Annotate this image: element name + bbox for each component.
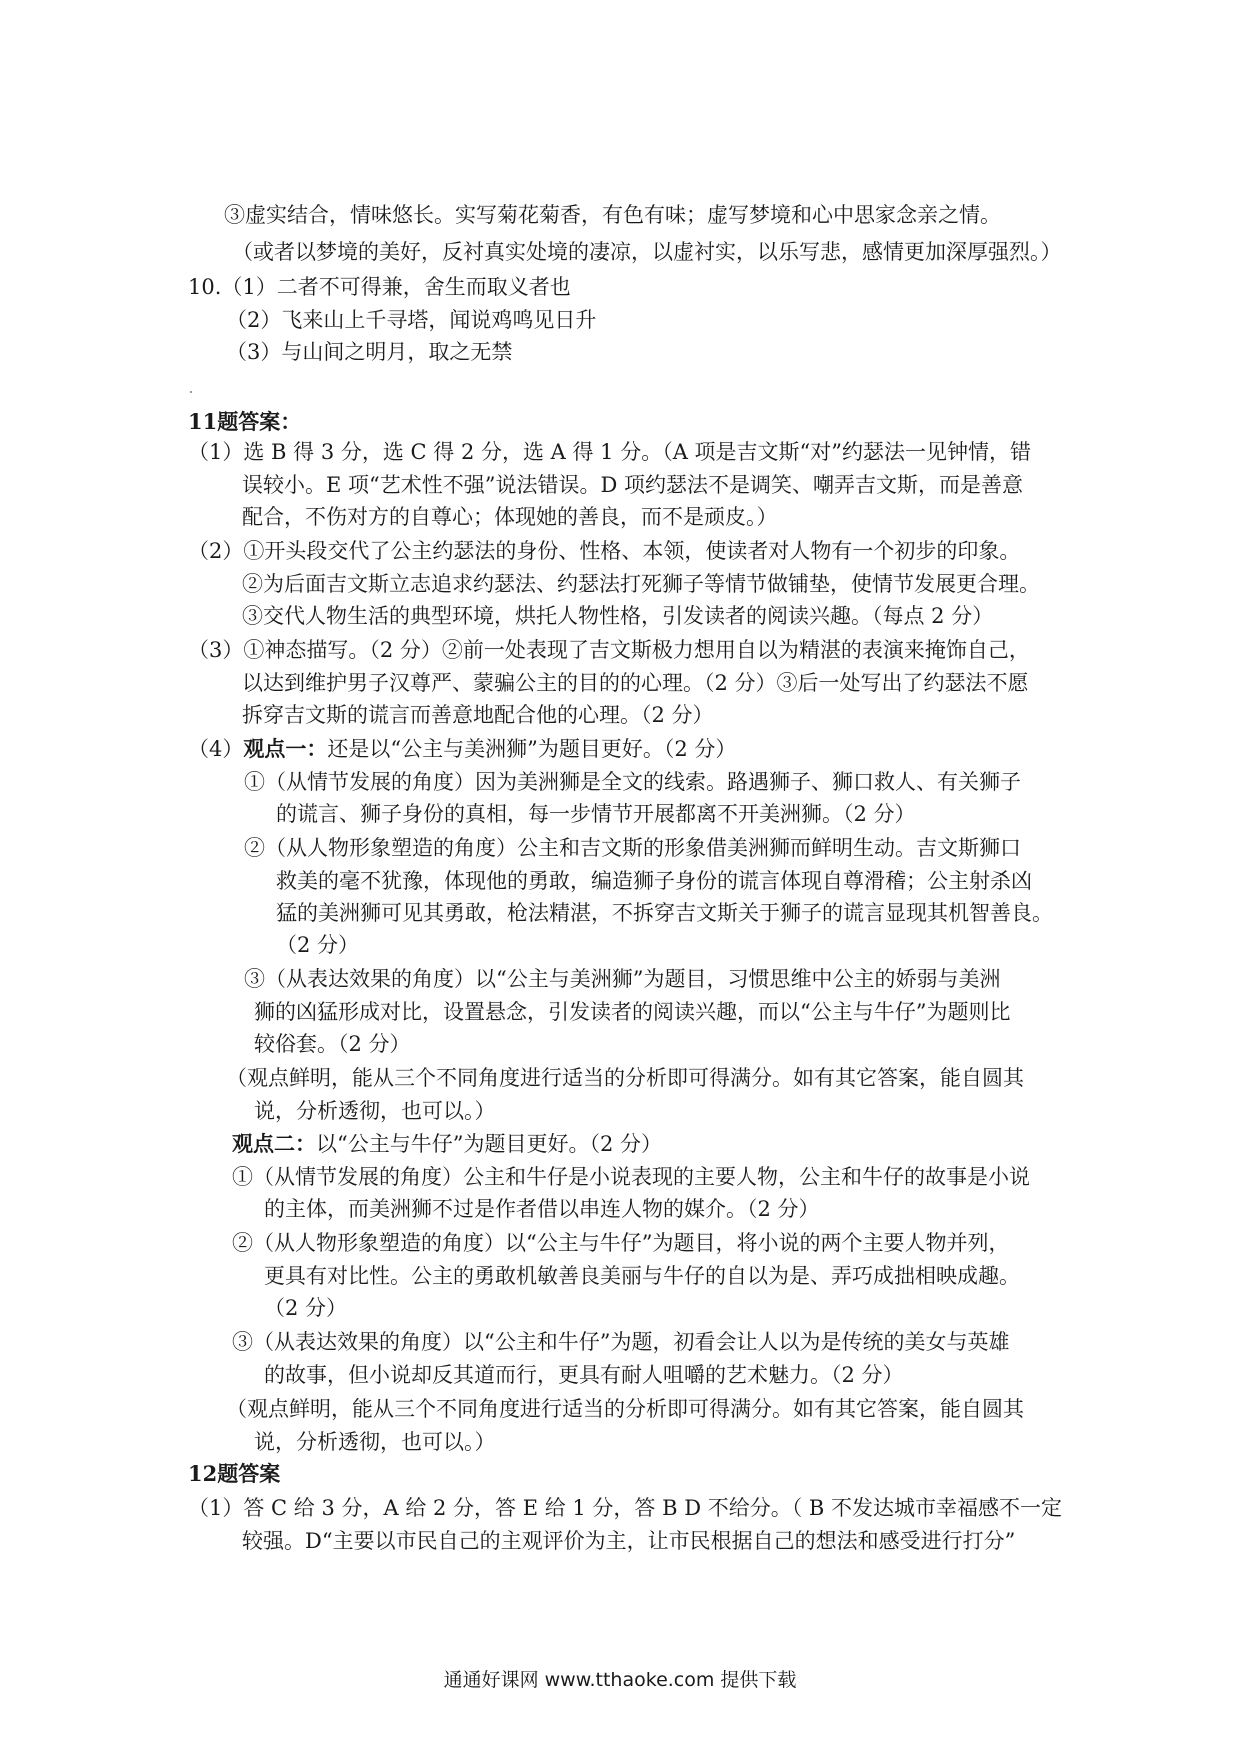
- view2-text: 以“公主与牛仔”为题目更好。（2 分）: [316, 1132, 663, 1156]
- q11-p3-line3: 拆穿吉文斯的谎言而善意地配合他的心理。（2 分）: [242, 703, 714, 727]
- q10-line1: 10.（1）二者不可得兼，舍生而取义者也: [188, 275, 571, 299]
- view1-item1-line1: ①（从情节发展的角度）因为美洲狮是全文的线索。路遇狮子、狮口救人、有关狮子: [244, 770, 1021, 794]
- q12-p1-line2: 较强。D“主要以市民自己的主观评价为主，让市民根据自己的想法和感受进行打分”: [242, 1529, 1016, 1553]
- q11-p2-line2: ②为后面吉文斯立志追求约瑟法、约瑟法打死狮子等情节做铺垫，使情节发展更合理。: [242, 572, 1040, 596]
- view2-item2-line3: （2 分）: [264, 1296, 348, 1320]
- view1-item1-line2: 的谎言、狮子身份的真相，每一步情节开展都离不开美洲狮。（2 分）: [276, 802, 916, 826]
- note-line2: 说，分析透彻，也可以。）: [254, 1099, 496, 1123]
- view1-text: 还是以“公主与美洲狮”为题目更好。（2 分）: [327, 737, 737, 761]
- q11-p4-view1: [188, 734, 736, 764]
- page-footer: 通通好课网 www.tthaoke.com 提供下载: [443, 1669, 797, 1691]
- view2-item3-line2: 的故事，但小说却反其道而行，更具有耐人咀嚼的艺术魅力。（2 分）: [264, 1363, 904, 1387]
- q9-point3: ③虚实结合，情味悠长。实写菊花菊香，有色有味；虚写梦境和心中思家念亲之情。: [224, 203, 1001, 227]
- note2-line2: 说，分析透彻，也可以。）: [254, 1430, 496, 1454]
- view1-label: 观点一：: [243, 736, 328, 761]
- view1-item2-line3: 猛的美洲狮可见其勇敢，枪法精湛，不拆穿吉文斯关于狮子的谎言显现其机智善良。: [276, 901, 1053, 925]
- q11-view2: [232, 1129, 662, 1159]
- q11-p3-line2: 以达到维护男子汉尊严、蒙骗公主的目的的心理。（2 分）③后一处写出了约瑟法不愿: [242, 671, 1029, 695]
- q11-p4-prefix: （4）: [188, 737, 244, 761]
- q11-p1-line3: 配合，不伤对方的自尊心；体现她的善良，而不是顽皮。）: [242, 505, 778, 529]
- q11-p2-line1: （2）①开头段交代了公主约瑟法的身份、性格、本领，使读者对人物有一个初步的印象。: [188, 539, 1021, 563]
- stray-dot: [190, 391, 192, 393]
- view1-item3-line1: ③（从表达效果的角度）以“公主与美洲狮”为题目，习惯思维中公主的娇弱与美洲: [244, 967, 1001, 991]
- view2-item1-line1: ①（从情节发展的角度）公主和牛仔是小说表现的主要人物，公主和牛仔的故事是小说: [232, 1165, 1030, 1189]
- q11-heading: 11题答案：: [188, 409, 302, 434]
- q10-line2: （2）飞来山上千寻塔，闻说鸡鸣见日升: [226, 308, 597, 332]
- q12-heading: 12题答案: [188, 1461, 281, 1486]
- q12-p1-line1: （1）答 C 给 3 分，A 给 2 分，答 E 给 1 分，答 B D 不给分。（ B 不发达城市幸福感不一定: [188, 1496, 1063, 1520]
- view1-item2-line2: 救美的毫不犹豫，体现他的勇敢，编造狮子身份的谎言体现自尊滑稽；公主射杀凶: [276, 869, 1032, 893]
- q10-line3: （3）与山间之明月，取之无禁: [226, 340, 513, 364]
- q11-p3-line1: （3）①神态描写。（2 分）②前一处表现了吉文斯极力想用自以为精湛的表演来掩饰自己，: [188, 638, 1030, 662]
- q9-point3-alt: （或者以梦境的美好，反衬真实处境的凄凉，以虚衬实，以乐写悲，感情更加深厚强烈。）: [232, 240, 1062, 264]
- view2-item3-line1: ③（从表达效果的角度）以“公主和牛仔”为题，初看会让人以为是传统的美女与英雄: [232, 1330, 1010, 1354]
- view1-item3-line2: 狮的凶猛形成对比，设置悬念，引发读者的阅读兴趣，而以“公主与牛仔”为题则比: [254, 1000, 1011, 1024]
- view1-item3-line3: 较俗套。（2 分）: [254, 1032, 411, 1056]
- view1-item2-line4: （2 分）: [276, 933, 360, 957]
- view1-item2-line1: ②（从人物形象塑造的角度）公主和吉文斯的形象借美洲狮而鲜明生动。吉文斯狮口: [244, 836, 1021, 860]
- note-line1: （观点鲜明，能从三个不同角度进行适当的分析即可得满分。如有其它答案，能自圆其: [226, 1066, 1024, 1090]
- view2-item2-line2: 更具有对比性。公主的勇敢机敏善良美丽与牛仔的自以为是、弄巧成拙相映成趣。: [264, 1264, 1020, 1288]
- q11-p1-line1: （1）选 B 得 3 分，选 C 得 2 分，选 A 得 1 分。（A 项是吉文斯“对”约瑟法一见钟情，错: [188, 440, 1032, 464]
- view2-item2-line1: ②（从人物形象塑造的角度）以“公主与牛仔”为题目，将小说的两个主要人物并列，: [232, 1231, 1010, 1255]
- q11-p2-line3: ③交代人物生活的典型环境，烘托人物性格，引发读者的阅读兴趣。（每点 2 分）: [242, 604, 994, 628]
- q11-p1-line2: 误较小。E 项“艺术性不强”说法错误。D 项约瑟法不是调笑、嘲弄吉文斯，而是善意: [242, 473, 1023, 497]
- note2-line1: （观点鲜明，能从三个不同角度进行适当的分析即可得满分。如有其它答案，能自圆其: [226, 1397, 1024, 1421]
- view2-item1-line2: 的主体，而美洲狮不过是作者借以串连人物的媒介。（2 分）: [264, 1197, 820, 1221]
- view2-label: 观点二：: [232, 1131, 316, 1156]
